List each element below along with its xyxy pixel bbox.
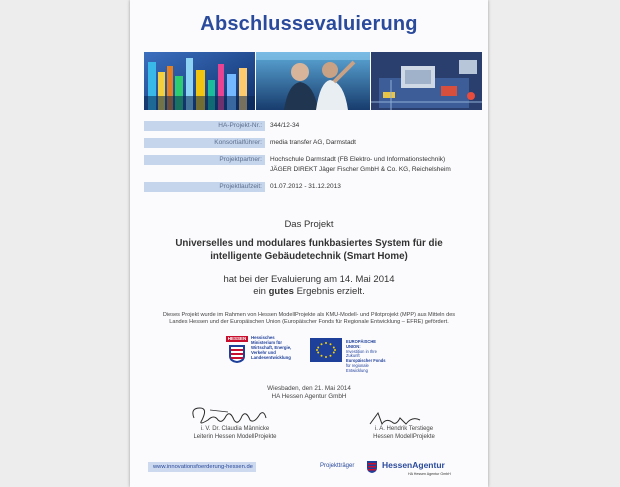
info-label: Projektpartner:	[144, 155, 265, 165]
signer-right	[354, 426, 454, 441]
funding-note-line-2: Landes Hessen und der Europäischen Union (Europäischer Fonds für Regionale Entwicklung – EFRE) gefördert.	[169, 319, 449, 325]
project-title-line-1: Universelles und modulares funkbasiertes System für die	[175, 238, 443, 249]
ministry-line: Ministerium für	[251, 340, 283, 345]
evaluation-line-2	[130, 286, 488, 297]
signer-right-name: i. A. Hendrik Terstiege	[374, 426, 434, 432]
signer-right-role: Hessen ModellProjekte	[373, 433, 435, 440]
hessen-crest-icon	[366, 460, 378, 474]
info-label: HA-Projekt-Nr.:	[144, 121, 265, 131]
hessen-label: HESSEN	[227, 336, 247, 341]
evaluation-grade: gutes	[268, 286, 294, 297]
signer-left	[180, 426, 290, 441]
website-link[interactable]: www.innovationsfoerderung-hessen.de	[148, 462, 256, 472]
eu-text	[346, 340, 390, 374]
hessen-ministry-logo	[226, 334, 312, 364]
document-title: Abschlussevaluierung	[200, 13, 418, 35]
info-value: 344/12-34	[270, 122, 300, 129]
ministry-line: Landesentwicklung	[251, 355, 291, 360]
circuit-board-photo	[371, 52, 482, 110]
funding-note-line-1: Dieses Projekt wurde im Rahmen von Hessen ModellProjekte als KMU-Modell- und Pilotprojekt (MPP) aus Mitteln des	[162, 312, 456, 318]
hessen-ministry-text	[251, 335, 291, 360]
signer-left-role: Leiterin Hessen ModellProjekte	[193, 433, 277, 440]
evaluation-suffix: Ergebnis erzielt.	[293, 286, 365, 297]
project-intro: Das Projekt	[284, 219, 334, 230]
certificate-document	[130, 0, 488, 487]
agentur-name: HessenAgentur	[382, 460, 445, 470]
info-label: Konsortialführer:	[144, 138, 265, 148]
hessen-lion-crest-icon	[228, 344, 246, 364]
info-row-partners	[144, 155, 482, 175]
info-label: Projektlaufzeit:	[144, 182, 265, 192]
eu-flag-icon	[310, 338, 342, 362]
project-title-line-2: intelligente Gebäudetechnik (Smart Home)	[210, 251, 408, 262]
signature-left	[188, 404, 270, 428]
info-row-consortium-lead	[144, 138, 482, 148]
lab-photo	[144, 52, 255, 110]
issuing-organization: HA Hessen Agentur GmbH	[271, 393, 347, 400]
info-row-project-number	[144, 121, 482, 131]
info-row-duration	[144, 182, 482, 192]
eu-line: Europäischer Fonds	[346, 358, 386, 364]
agentur-subtitle: HA Hessen Agentur GmbH	[408, 472, 451, 476]
eu-line: für regionale Entwicklung	[346, 362, 369, 373]
header-photos	[144, 52, 482, 110]
project-title	[130, 237, 488, 263]
evaluation-prefix: ein	[253, 286, 269, 297]
researchers-photo	[256, 52, 370, 110]
ministry-line: Hessisches	[251, 335, 275, 340]
info-value: 01.07.2012 - 31.12.2013	[270, 183, 341, 190]
hessen-agentur-logo	[366, 458, 476, 480]
signer-left-name: i. V. Dr. Claudia Männicke	[200, 426, 270, 432]
ministry-line: Verkehr und	[251, 350, 276, 355]
info-value: media transfer AG, Darmstadt	[270, 139, 356, 146]
eu-logo	[310, 338, 390, 373]
info-value: Hochschule Darmstadt (FB Elektro- und Informationstechnik)	[270, 156, 446, 163]
info-value-second-line: JÄGER DIREKT Jäger Fischer GmbH & Co. KG, Reichelsheim	[270, 166, 451, 173]
project-info-table	[144, 121, 482, 199]
eu-line: EUROPÄISCHE UNION:	[346, 339, 377, 349]
eu-line: Investition in Ihre Zukunft	[346, 348, 377, 359]
place-date: Wiesbaden, den 21. Mai 2014	[267, 385, 351, 392]
project-sponsor-label: Projektträger	[320, 463, 355, 469]
ministry-line: Wirtschaft, Energie,	[251, 345, 292, 350]
evaluation-line-1: hat bei der Evaluierung am 14. Mai 2014	[223, 274, 395, 285]
